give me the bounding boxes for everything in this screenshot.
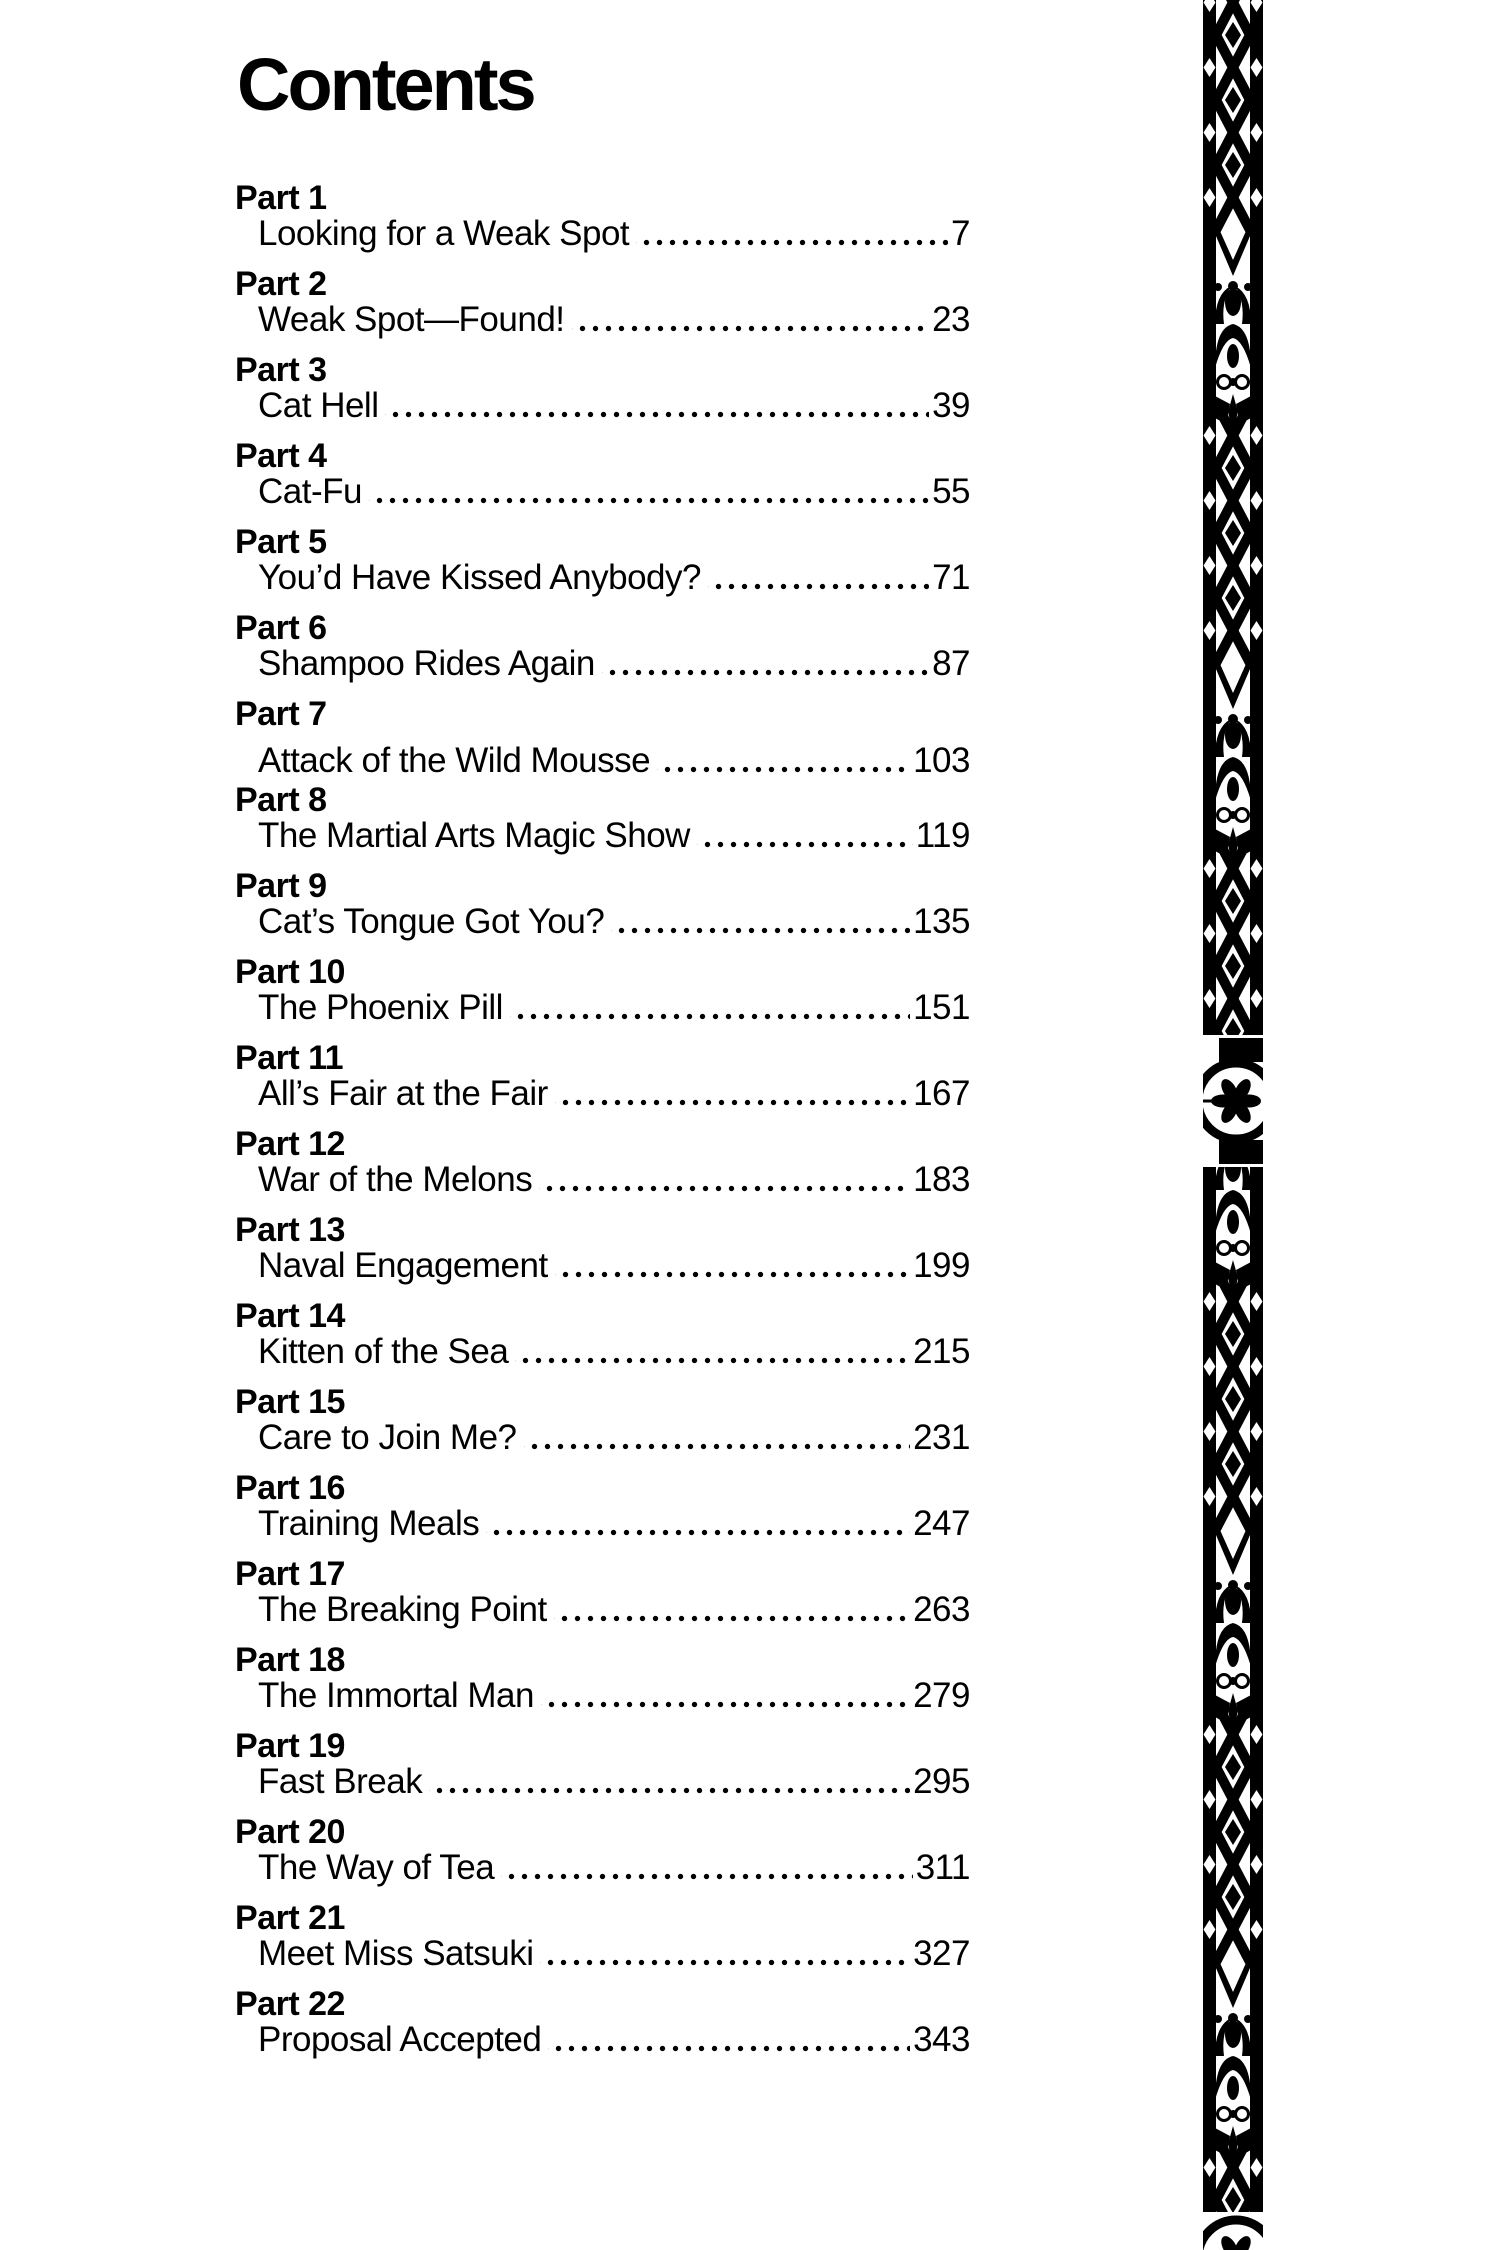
page-title: Contents <box>237 43 534 126</box>
toc-entry-line <box>235 473 970 511</box>
toc-entry-title: Fast Break <box>258 1762 423 1801</box>
dot-leader <box>657 742 910 780</box>
toc-part-label: Part 20 <box>235 1813 345 1851</box>
toc-entry-title: You’d Have Kissed Anybody? <box>258 558 701 597</box>
toc-page-number: 167 <box>913 1074 970 1113</box>
toc-entry-title: Shampoo Rides Again <box>258 644 595 683</box>
toc-entry-title: Cat Hell <box>258 386 379 425</box>
toc-entry-line <box>235 559 970 597</box>
dot-leader <box>697 817 913 855</box>
toc-page-number: 295 <box>913 1762 970 1801</box>
toc-part-label: Part 22 <box>235 1985 345 2023</box>
toc-entry-title: The Breaking Point <box>258 1590 547 1629</box>
toc-entry <box>235 1299 970 1371</box>
toc-part-label: Part 4 <box>235 437 327 475</box>
toc-page-number: 103 <box>913 741 970 780</box>
dot-leader <box>515 1333 910 1371</box>
flower-medallion-bottom-icon <box>1203 2212 1263 2250</box>
toc-entry-title: Meet Miss Satsuki <box>258 1934 534 1973</box>
toc-entry-line <box>235 1075 970 1113</box>
dot-leader <box>555 1075 910 1113</box>
toc-part-label: Part 14 <box>235 1297 345 1335</box>
toc-entry-line <box>235 1763 970 1801</box>
dot-leader <box>540 1935 910 1973</box>
dot-leader <box>554 1591 910 1629</box>
toc-entry-title: Looking for a Weak Spot <box>258 214 630 253</box>
toc-entry-title: Proposal Accepted <box>258 2020 542 2059</box>
toc-entry <box>235 1643 970 1715</box>
toc-entry <box>235 1127 970 1199</box>
toc-part-label: Part 11 <box>235 1039 344 1077</box>
dot-leader <box>510 989 910 1027</box>
toc-part-label: Part 18 <box>235 1641 345 1679</box>
toc-entry-line <box>235 1333 970 1371</box>
toc-page-number: 279 <box>913 1676 970 1715</box>
toc-entry-title: Kitten of the Sea <box>258 1332 509 1371</box>
toc-part-label: Part 8 <box>235 781 327 819</box>
toc-entry <box>235 611 970 683</box>
toc-entry-title: Naval Engagement <box>258 1246 548 1285</box>
toc-entry <box>235 353 970 425</box>
toc-page-number: 231 <box>913 1418 970 1457</box>
dot-leader <box>486 1505 910 1543</box>
toc-entry <box>235 525 970 597</box>
toc-page-number: 327 <box>913 1934 970 1973</box>
dot-leader <box>572 301 930 339</box>
dot-leader <box>369 473 929 511</box>
toc-entry-title: Cat’s Tongue Got You? <box>258 902 605 941</box>
toc-page-number: 263 <box>913 1590 970 1629</box>
toc-entry-line <box>235 1935 970 1973</box>
toc-entry-line <box>235 645 970 683</box>
toc-part-label: Part 19 <box>235 1727 345 1765</box>
dot-leader <box>501 1849 913 1887</box>
dot-leader <box>385 387 929 425</box>
toc-list <box>235 181 970 2073</box>
dot-leader <box>541 1677 910 1715</box>
dot-leader <box>429 1763 910 1801</box>
toc-entry <box>235 1557 970 1629</box>
toc-part-label: Part 2 <box>235 265 327 303</box>
toc-entry-title: Cat-Fu <box>258 472 362 511</box>
toc-entry-line <box>235 1591 970 1629</box>
toc-entry-line <box>235 2021 970 2059</box>
toc-entry-title: The Martial Arts Magic Show <box>258 816 690 855</box>
toc-entry <box>235 1213 970 1285</box>
toc-entry <box>235 1987 970 2059</box>
toc-entry-title: Training Meals <box>258 1504 480 1543</box>
toc-entry-line <box>235 1161 970 1199</box>
toc-part-label: Part 1 <box>235 179 327 217</box>
toc-entry-line <box>235 387 970 425</box>
toc-part-label: Part 6 <box>235 609 327 647</box>
toc-part-label: Part 5 <box>235 523 327 561</box>
toc-entry <box>235 1385 970 1457</box>
toc-entry-title: Care to Join Me? <box>258 1418 517 1457</box>
toc-entry-line <box>235 1677 970 1715</box>
toc-part-label: Part 16 <box>235 1469 345 1507</box>
toc-entry-line <box>235 215 970 253</box>
toc-page-number: 23 <box>932 300 970 339</box>
dot-leader <box>548 2021 910 2059</box>
toc-entry-title: The Immortal Man <box>258 1676 534 1715</box>
toc-entry-title: Attack of the Wild Mousse <box>258 741 651 780</box>
toc-entry <box>235 439 970 511</box>
toc-entry <box>235 181 970 253</box>
toc-entry <box>235 1471 970 1543</box>
toc-entry <box>235 267 970 339</box>
toc-page-number: 151 <box>913 988 970 1027</box>
toc-part-label: Part 21 <box>235 1899 345 1937</box>
toc-part-label: Part 9 <box>235 867 327 905</box>
dot-leader <box>708 559 929 597</box>
toc-part-label: Part 12 <box>235 1125 345 1163</box>
ornamental-border <box>1203 0 1263 2250</box>
dot-leader <box>539 1161 910 1199</box>
toc-page-number: 343 <box>913 2020 970 2059</box>
toc-entry <box>235 697 970 780</box>
toc-part-label: Part 3 <box>235 351 327 389</box>
toc-entry-line <box>235 1849 970 1887</box>
toc-entry-line <box>235 301 970 339</box>
toc-page-number: 215 <box>913 1332 970 1371</box>
toc-entry-line <box>235 989 970 1027</box>
dot-leader <box>555 1247 910 1285</box>
toc-part-label: Part 13 <box>235 1211 345 1249</box>
toc-entry-line <box>235 1419 970 1457</box>
toc-page-number: 135 <box>913 902 970 941</box>
dot-leader <box>524 1419 911 1457</box>
toc-part-label: Part 15 <box>235 1383 345 1421</box>
toc-entry <box>235 869 970 941</box>
toc-entry-line <box>235 1247 970 1285</box>
toc-page-number: 311 <box>915 1848 970 1887</box>
toc-entry-line <box>235 742 970 780</box>
toc-entry-title: All’s Fair at the Fair <box>258 1074 548 1113</box>
toc-entry <box>235 1901 970 1973</box>
toc-entry <box>235 783 970 855</box>
toc-page-number: 247 <box>913 1504 970 1543</box>
toc-page-number: 119 <box>915 816 970 855</box>
dot-leader <box>602 645 929 683</box>
toc-entry <box>235 1815 970 1887</box>
dot-leader <box>611 903 910 941</box>
toc-page-number: 55 <box>932 472 970 511</box>
toc-part-label: Part 7 <box>235 695 327 733</box>
toc-entry-title: War of the Melons <box>258 1160 533 1199</box>
toc-page-number: 39 <box>932 386 970 425</box>
toc-entry <box>235 1041 970 1113</box>
toc-entry-title: The Way of Tea <box>258 1848 495 1887</box>
toc-page-number: 183 <box>913 1160 970 1199</box>
toc-page-number: 71 <box>932 558 970 597</box>
toc-page-number: 199 <box>913 1246 970 1285</box>
toc-page-number: 87 <box>932 644 970 683</box>
toc-entry <box>235 1729 970 1801</box>
toc-part-label: Part 10 <box>235 953 345 991</box>
dot-leader <box>636 215 948 253</box>
toc-entry-line <box>235 817 970 855</box>
flower-medallion-icon <box>1203 1035 1263 1167</box>
toc-entry-line <box>235 1505 970 1543</box>
toc-entry-title: The Phoenix Pill <box>258 988 503 1027</box>
toc-entry-line <box>235 903 970 941</box>
toc-page-number: 7 <box>951 214 970 253</box>
toc-part-label: Part 17 <box>235 1555 345 1593</box>
toc-entry-title: Weak Spot—Found! <box>258 300 565 339</box>
toc-entry <box>235 955 970 1027</box>
